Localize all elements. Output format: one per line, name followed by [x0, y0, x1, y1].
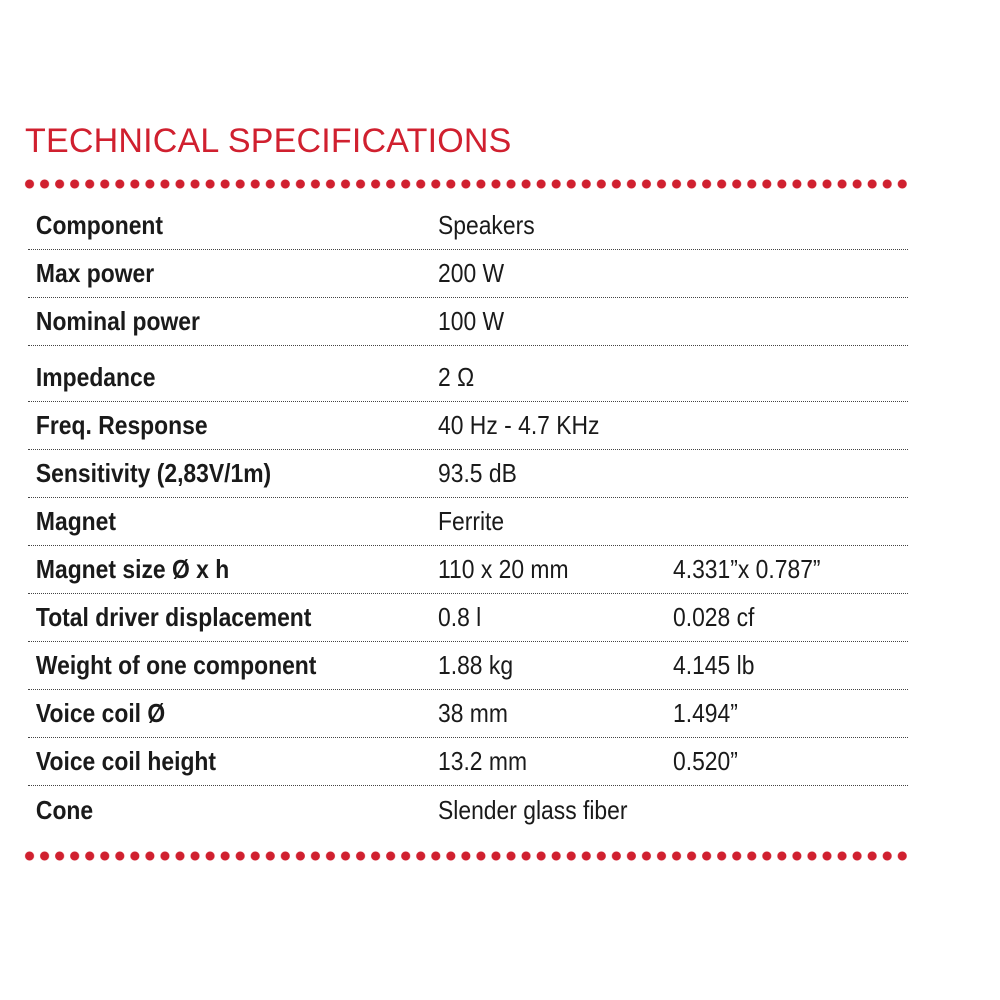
spec-table: [28, 204, 908, 834]
spec-row: [28, 786, 908, 834]
spec-name: Nominal power: [35, 306, 200, 336]
spec-value-metric: 1.88 kg: [438, 650, 514, 680]
spec-row: [28, 402, 908, 450]
spec-value-imperial: 0.520”: [673, 746, 738, 776]
spec-row: [28, 250, 908, 298]
page-title: TECHNICAL SPECIFICATIONS: [25, 122, 512, 160]
spec-row: [28, 546, 908, 594]
spec-name: Max power: [35, 258, 155, 288]
spec-row: [28, 690, 908, 738]
spec-name: Sensitivity (2,83V/1m): [35, 458, 272, 488]
spec-value-imperial: 4.331”x 0.787”: [673, 554, 821, 584]
spec-name: Voice coil height: [35, 746, 217, 776]
spec-value-metric: 110 x 20 mm: [438, 554, 569, 584]
spec-name: Voice coil Ø: [35, 698, 166, 728]
spec-value-metric: 93.5 dB: [438, 458, 517, 488]
spec-name: Total driver displacement: [35, 602, 312, 632]
dotted-divider-top: [22, 178, 910, 190]
spec-value-metric: 13.2 mm: [438, 746, 528, 776]
spec-name: Component: [35, 210, 164, 240]
spec-value-metric: Speakers: [438, 210, 535, 240]
spec-value-metric: Slender glass fiber: [438, 795, 628, 825]
spec-row: [28, 738, 908, 786]
spec-value-metric: 2 Ω: [438, 362, 475, 392]
spec-value-imperial: 1.494”: [673, 698, 738, 728]
spec-value-metric: 200 W: [438, 258, 505, 288]
spec-row: [28, 346, 908, 402]
spec-value-metric: 100 W: [438, 306, 505, 336]
spec-name: Impedance: [35, 362, 156, 392]
spec-row: [28, 450, 908, 498]
spec-row: [28, 642, 908, 690]
spec-row: [28, 298, 908, 346]
spec-value-metric: 0.8 l: [438, 602, 482, 632]
spec-value-imperial: 0.028 cf: [673, 602, 755, 632]
dotted-divider-bottom: [22, 850, 910, 862]
spec-value-metric: 38 mm: [438, 698, 508, 728]
spec-row: [28, 204, 908, 250]
spec-name: Magnet: [35, 506, 116, 536]
spec-value-imperial: 4.145 lb: [673, 650, 755, 680]
spec-name: Magnet size Ø x h: [35, 554, 230, 584]
spec-name: Weight of one component: [35, 650, 317, 680]
spec-row: [28, 498, 908, 546]
spec-value-metric: Ferrite: [438, 506, 505, 536]
spec-name: Freq. Response: [35, 410, 208, 440]
spec-row: [28, 594, 908, 642]
spec-name: Cone: [35, 795, 94, 825]
spec-value-metric: 40 Hz - 4.7 KHz: [438, 410, 600, 440]
